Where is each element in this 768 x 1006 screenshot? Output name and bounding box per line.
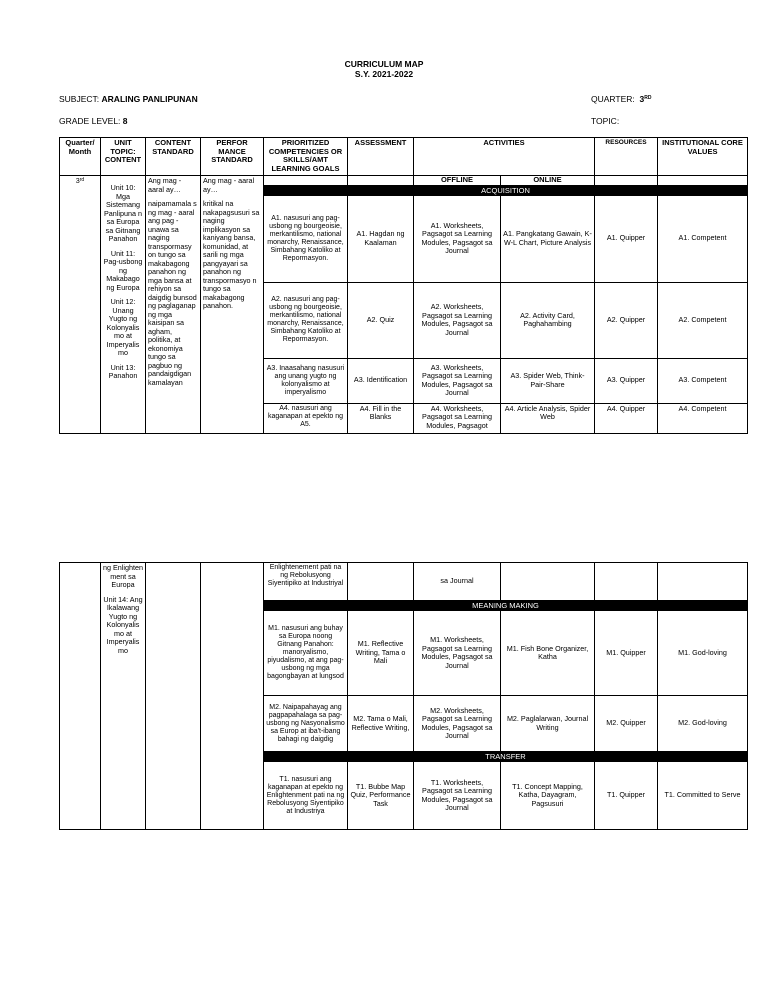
resources-a4: A4. Quipper (595, 403, 658, 433)
competency-a2: A2. nasusuri ang pag-usbong ng bourgeoisie, merkantilismo, national monarchy, Renaissance, Simbahang Katoliko at Repormasyon. (264, 282, 348, 358)
quarter-text: 3 (75, 176, 80, 185)
resources-a2: A2. Quipper (595, 282, 658, 358)
quarter-cell (60, 176, 101, 434)
online-m2: M2. Paglalarwan, Journal Writing (501, 696, 595, 752)
performance-standard-cell (201, 176, 264, 434)
unit-14: Unit 14: Ang Ikalawang Yugto ng Kolonyalis mo at Imperyalis mo (103, 594, 143, 655)
unit-13-cont: ng Enlighten ment sa Europa (103, 563, 143, 589)
quarter-label: QUARTER: (591, 94, 635, 104)
competency-a4-cont: Enlightenement pati na ng Rebolusyong Siyentipiko at Industriyal (264, 563, 348, 601)
performance-standard-body: kritikal na nakapagsusuri sa naging implikasyon sa kaniyang bansa, komunidad, at sarili ng mga pangyayari sa panahon ng transpormasyo n tungo sa makabagong panahon. (203, 199, 260, 310)
online-m1: M1. Fish Bone Organizer, Katha (501, 611, 595, 696)
assessment-a4: A4. Fill in the Blanks (348, 403, 414, 433)
core-value-a1: A1. Competent (658, 195, 748, 282)
offline-a4-cont: sa Journal (414, 563, 501, 601)
curriculum-table-page1 (59, 137, 748, 434)
grade-value: 8 (122, 116, 128, 126)
resources-a3: A3. Quipper (595, 358, 658, 403)
curriculum-table-page2 (59, 562, 748, 830)
competency-m1: M1. nasusuri ang buhay sa Europa noong Gitnang Panahon: manoryalismo, piyudalismo, at ang pag-usbong ng mga bagongbayan at lungsod (264, 611, 348, 696)
topic-label: TOPIC: (591, 116, 620, 126)
assessment-a3: A3. Identification (348, 358, 414, 403)
quarter-value: 3 (639, 94, 645, 104)
col-resources: RESOURCES (595, 138, 658, 176)
online-a1: A1. Pangkatang Gawain, K-W-L Chart, Picture Analysis (501, 195, 595, 282)
core-value-m2: M2. God-loving (658, 696, 748, 752)
meaning-making-label: MEANING MAKING (264, 601, 748, 611)
unit-12: Unit 12: Unang Yugto ng Kolonyalis mo at Imperyalis mo (106, 297, 140, 357)
assessment-a1: A1. Hagdan ng Kaalaman (348, 195, 414, 282)
quarter-suffix: rd (79, 177, 85, 183)
offline-a1: A1. Worksheets, Pagsagot sa Learning Modules, Pagsagot sa Journal (414, 195, 501, 282)
competency-m2: M2. Naipapahayag ang pagpapahalaga sa pag-usbong ng Nasyonalismo sa Europ at iba't-ibang bahagi ng daigdig (264, 696, 348, 752)
col-content-standard: CONTENT STANDARD (146, 138, 201, 176)
col-performance-standard: PERFOR MANCE STANDARD (201, 138, 264, 176)
col-core-values: INSTITUTIONAL CORE VALUES (658, 138, 748, 176)
transfer-label: TRANSFER (264, 752, 748, 762)
competency-a1: A1. nasusuri ang pag-usbong ng bourgeoisie, merkantilismo, national monarchy, Renaissance, Simbahang Katoliko at Repormasyon. (264, 195, 348, 282)
online-header: ONLINE (501, 176, 595, 186)
online-t1: T1. Concept Mapping, Katha, Dayagram, Pagsusuri (501, 762, 595, 830)
offline-a3: A3. Worksheets, Pagsagot sa Learning Modules, Pagsagot sa Journal (414, 358, 501, 403)
resources-m1: M1. Quipper (595, 611, 658, 696)
grade-label: GRADE LEVEL: (59, 116, 121, 126)
assessment-m2: M2. Tama o Mali, Reflective Writing, (348, 696, 414, 752)
subject-line (59, 94, 198, 104)
core-value-t1: T1. Committed to Serve (658, 762, 748, 830)
col-competencies: PRIORITIZED COMPETENCIES OR SKILLS/AMT LEARNING GOALS (264, 138, 348, 176)
online-a3: A3. Spider Web, Think-Pair-Share (501, 358, 595, 403)
competency-t1: T1. nasusuri ang kaganapan at epekto ng Enlightenment pati na ng Rebolusyong Siyentipiko at Industriya (264, 762, 348, 830)
unit-cell (101, 176, 146, 434)
subject-label: SUBJECT: (59, 94, 100, 104)
quarter-line (591, 94, 651, 104)
acquisition-label: ACQUISITION (264, 185, 748, 195)
core-value-a3: A3. Competent (658, 358, 748, 403)
unit-11: Unit 11: Pag-usbong ng Makabago ng Europa (103, 248, 143, 292)
assessment-t1: T1. Bubbe Map Quiz, Performance Task (348, 762, 414, 830)
core-value-a2: A2. Competent (658, 282, 748, 358)
core-value-a4: A4. Competent (658, 403, 748, 433)
content-standard-lead: Ang mag - aaral ay… (148, 176, 182, 194)
offline-a4: A4. Worksheets, Pagsagot sa Learning Modules, Pagsagot (414, 403, 501, 433)
document-title: CURRICULUM MAP (344, 59, 424, 69)
col-quarter: Quarter/ Month (60, 138, 101, 176)
assessment-m1: M1. Reflective Writing, Tama o Mali (348, 611, 414, 696)
offline-a2: A2. Worksheets, Pagsagot sa Learning Modules, Pagsagot sa Journal (414, 282, 501, 358)
table-row (60, 563, 748, 601)
subject-value: ARALING PANLIPUNAN (101, 94, 198, 104)
online-a2: A2. Activity Card, Paghahambing (501, 282, 595, 358)
offline-t1: T1. Worksheets, Pagsagot sa Learning Modules, Pagsagot sa Journal (414, 762, 501, 830)
offline-header: OFFLINE (414, 176, 501, 186)
resources-m2: M2. Quipper (595, 696, 658, 752)
unit-13: Unit 13: Panahon (108, 362, 138, 380)
unit-cell-p2 (101, 563, 146, 830)
column-header-row (60, 138, 748, 176)
resources-a1: A1. Quipper (595, 195, 658, 282)
unit-10: Unit 10: Mga Sistemang Panlipuna n sa Europa sa Gitnang Panahon (104, 183, 142, 243)
offline-m1: M1. Worksheets, Pagsagot sa Learning Modules, Pagsagot sa Journal (414, 611, 501, 696)
content-standard-body: naipamamala s ng mag - aaral ang pag - unawa sa naging transpormasy on tungo sa makabagong panahon ng mga bansa at rehiyon sa daigdig bunsod ng paglaganap ng mga kaisipan sa agham, politika, at ekonomiya tungo sa pagbuo ng pandaigdigan kamalayan (148, 199, 197, 387)
school-year: S.Y. 2021-2022 (354, 69, 414, 79)
col-unit: UNIT TOPIC: CONTENT (101, 138, 146, 176)
col-activities: ACTIVITIES (414, 138, 595, 176)
grade-line (59, 116, 128, 126)
content-standard-cell-p2 (146, 563, 201, 830)
performance-standard-cell-p2 (201, 563, 264, 830)
col-assessment: ASSESSMENT (348, 138, 414, 176)
competency-a3: A3. Inaasahang nasusuri ang unang yugto ng kolonyalismo at imperyalismo (264, 358, 348, 403)
online-a4: A4. Article Analysis, Spider Web (501, 403, 595, 433)
subheader-row (60, 176, 748, 186)
quarter-sup: RD (644, 95, 652, 101)
resources-t1: T1. Quipper (595, 762, 658, 830)
quarter-cell-p2 (60, 563, 101, 830)
content-standard-cell (146, 176, 201, 434)
competency-a4: A4. nasusuri ang kaganapan at epekto ng A5. (264, 403, 348, 433)
assessment-a2: A2. Quiz (348, 282, 414, 358)
core-value-m1: M1. God-loving (658, 611, 748, 696)
offline-m2: M2. Worksheets, Pagsagot sa Learning Modules, Pagsagot sa Journal (414, 696, 501, 752)
performance-standard-lead: Ang mag - aaral ay… (203, 176, 255, 194)
